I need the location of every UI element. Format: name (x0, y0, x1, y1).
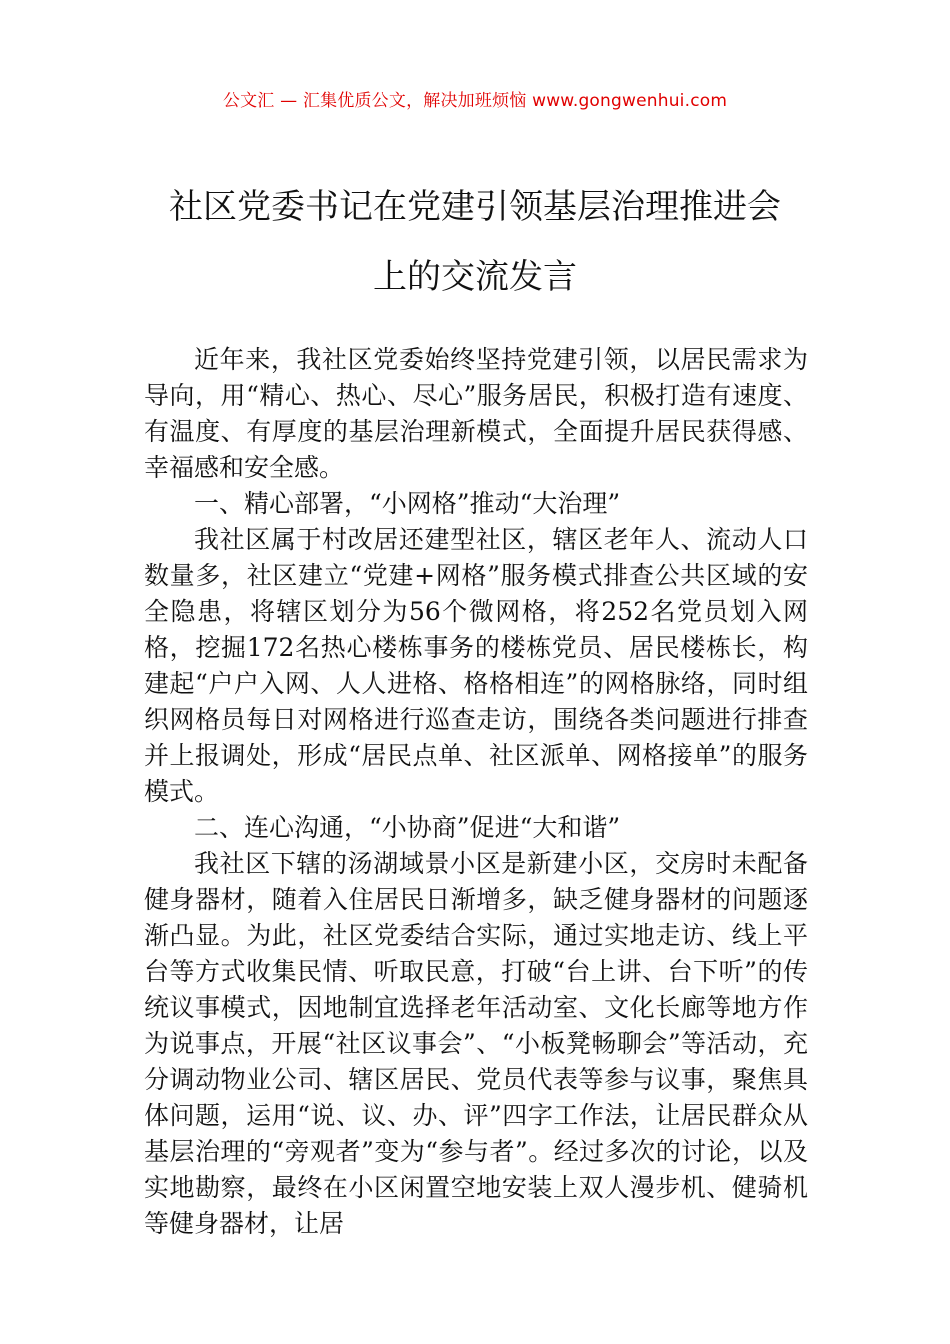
section-heading-1: 一、精心部署，“小网格”推动“大治理” (194, 489, 621, 518)
document-body (144, 342, 808, 1242)
section-2-paragraph: 我社区下辖的汤湖域景小区是新建小区，交房时未配备健身器材，随着入住居民日渐增多，缺乏健身器材的问题逐渐凸显。为此，社区党委结合实际，通过实地走访、线上平台等方式收集民情、听取民意，打破“台上讲、台下听”的传统议事模式，因地制宜选择老年活动室、文化长廊等地方作为说事点，开展“社区议事会”、“小板凳畅聊会”等活动，充分调动物业公司、辖区居民、党员代表等参与议事，聚焦具体问题，运用“说、议、办、评”四字工作法，让居民群众从基层治理的“旁观者”变为“参与者”。经过多次的讨论，以及实地勘察，最终在小区闲置空地安装上双人漫步机、健骑机等健身器材，让居 (144, 849, 808, 1238)
document-title (90, 172, 860, 312)
title-line-1: 社区党委书记在党建引领基层治理推进会 (169, 187, 781, 227)
intro-paragraph: 近年来，我社区党委始终坚持党建引领，以居民需求为导向，用“精心、热心、尽心”服务居民，积极打造有速度、有温度、有厚度的基层治理新模式，全面提升居民获得感、幸福感和安全感。 (144, 345, 808, 482)
header-banner[interactable]: 公文汇 — 汇集优质公文，解决加班烦恼 www.gongwenhui.com (222, 91, 728, 111)
section-heading-2: 二、连心沟通，“小协商”促进“大和谐” (194, 813, 621, 842)
section-1-paragraph: 我社区属于村改居还建型社区，辖区老年人、流动人口数量多，社区建立“党建+网格”服务模式排查公共区域的安全隐患，将辖区划分为56个微网格，将252名党员划入网格，挖掘172名热心楼栋事务的楼栋党员、居民楼栋长，构建起“户户入网、人人进格、格格相连”的网格脉络，同时组织网格员每日对网格进行巡查走访，围绕各类问题进行排查并上报调处，形成“居民点单、社区派单、网格接单”的服务模式。 (144, 525, 808, 806)
title-line-2: 上的交流发言 (373, 257, 577, 297)
